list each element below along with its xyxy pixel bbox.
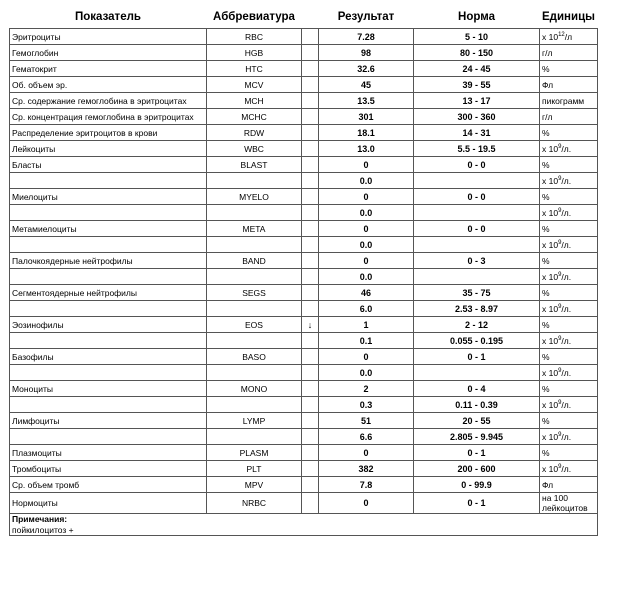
cell-abbr: MPV [207, 477, 302, 493]
cell-flag [302, 221, 319, 237]
unit-suffix: /л. [561, 367, 572, 378]
table-row [10, 61, 598, 77]
cell-abbr [207, 205, 302, 221]
unit-text: x 10 [542, 31, 559, 42]
cell-abbr [207, 269, 302, 285]
cell-name [10, 397, 207, 413]
cell-result: 7.8 [319, 477, 414, 493]
cell-name [10, 173, 207, 189]
cell-flag [302, 29, 319, 45]
cell-name: Распределение эритроцитов в крови [10, 125, 207, 141]
unit-text: x 10 [542, 431, 559, 442]
cell-result: 6.6 [319, 429, 414, 445]
cell-unit [540, 173, 598, 189]
unit-suffix: /л. [561, 239, 572, 250]
cell-flag [302, 333, 319, 349]
cell-result: 13.5 [319, 93, 414, 109]
header-norm: Норма [458, 10, 495, 23]
unit-text: x 10 [542, 399, 559, 410]
cell-name: Гемоглобин [10, 45, 207, 61]
cell-name: Палочкоядерные нейтрофилы [10, 253, 207, 269]
cell-unit [540, 477, 598, 493]
cell-norm [414, 237, 540, 253]
cell-norm: 24 - 45 [414, 61, 540, 77]
cell-name [10, 269, 207, 285]
unit-suffix: /л. [561, 143, 572, 154]
cell-abbr [207, 397, 302, 413]
unit-text: % [542, 351, 550, 362]
cell-norm: 0 - 1 [414, 349, 540, 365]
header-flag [302, 6, 319, 29]
cell-abbr [207, 429, 302, 445]
cell-norm: 0 - 0 [414, 221, 540, 237]
cell-result: 1 [319, 317, 414, 333]
cell-norm: 13 - 17 [414, 93, 540, 109]
table-row [10, 365, 598, 381]
unit-exponent: 9 [558, 303, 562, 310]
unit-suffix: /л. [561, 463, 572, 474]
unit-text: г/л [542, 111, 553, 122]
unit-text: x 10 [542, 335, 559, 346]
cell-flag [302, 397, 319, 413]
cell-unit [540, 93, 598, 109]
cell-name: Лейкоциты [10, 141, 207, 157]
cell-abbr: BLAST [207, 157, 302, 173]
cell-name: Лимфоциты [10, 413, 207, 429]
unit-text: % [542, 447, 550, 458]
notes-row [10, 514, 598, 536]
cell-flag [302, 125, 319, 141]
cell-name [10, 429, 207, 445]
cell-result: 6.0 [319, 301, 414, 317]
cell-abbr: RBC [207, 29, 302, 45]
cell-norm: 39 - 55 [414, 77, 540, 93]
cell-unit [540, 333, 598, 349]
cell-flag [302, 445, 319, 461]
cell-flag [302, 269, 319, 285]
cell-unit [540, 349, 598, 365]
cell-norm: 5.5 - 19.5 [414, 141, 540, 157]
cell-flag [302, 285, 319, 301]
cell-result: 301 [319, 109, 414, 125]
cell-abbr: HTC [207, 61, 302, 77]
cell-name: Метамиелоциты [10, 221, 207, 237]
table-row [10, 493, 598, 514]
unit-suffix: /л. [561, 335, 572, 346]
unit-text: Фл [542, 479, 554, 490]
cell-flag [302, 477, 319, 493]
cell-norm: 5 - 10 [414, 29, 540, 45]
unit-exponent: 12 [558, 31, 565, 38]
unit-text: пикограмм [542, 95, 585, 106]
cell-norm: 2.805 - 9.945 [414, 429, 540, 445]
cell-name [10, 333, 207, 349]
cell-abbr: MCH [207, 93, 302, 109]
cell-norm [414, 205, 540, 221]
cell-flag [302, 349, 319, 365]
unit-text: x 10 [542, 303, 559, 314]
table-row [10, 349, 598, 365]
cell-unit [540, 301, 598, 317]
cell-name: Ср. концентрация гемоглобина в эритроцитах [10, 109, 207, 125]
cell-result: 382 [319, 461, 414, 477]
unit-text: x 10 [542, 271, 559, 282]
unit-text: % [542, 319, 550, 330]
cell-unit [540, 189, 598, 205]
cell-name [10, 365, 207, 381]
cell-name: Моноциты [10, 381, 207, 397]
cell-unit [540, 125, 598, 141]
table-row [10, 317, 598, 333]
blood-test-table [9, 6, 598, 536]
cell-result: 13.0 [319, 141, 414, 157]
cell-flag [302, 365, 319, 381]
cell-name: Эритроциты [10, 29, 207, 45]
cell-norm: 0 - 99.9 [414, 477, 540, 493]
table-row [10, 173, 598, 189]
header-result: Результат [337, 10, 395, 23]
unit-text: x 10 [542, 239, 559, 250]
cell-result: 45 [319, 77, 414, 93]
cell-flag [302, 461, 319, 477]
cell-result: 0 [319, 493, 414, 514]
unit-suffix: /л. [561, 303, 572, 314]
cell-result: 18.1 [319, 125, 414, 141]
table-row [10, 269, 598, 285]
cell-flag: ↓ [302, 317, 319, 333]
cell-unit [540, 205, 598, 221]
cell-unit [540, 45, 598, 61]
table-row [10, 445, 598, 461]
cell-unit [540, 221, 598, 237]
table-row [10, 477, 598, 493]
cell-unit [540, 445, 598, 461]
cell-norm: 80 - 150 [414, 45, 540, 61]
cell-name [10, 237, 207, 253]
cell-norm: 0 - 0 [414, 157, 540, 173]
cell-unit [540, 29, 598, 45]
cell-norm: 35 - 75 [414, 285, 540, 301]
unit-suffix: /л [564, 31, 573, 42]
cell-abbr: BAND [207, 253, 302, 269]
cell-abbr: META [207, 221, 302, 237]
cell-flag [302, 77, 319, 93]
cell-unit [540, 413, 598, 429]
table-row [10, 77, 598, 93]
table-row [10, 413, 598, 429]
cell-norm [414, 269, 540, 285]
cell-flag [302, 301, 319, 317]
cell-name [10, 205, 207, 221]
unit-text: г/л [542, 47, 553, 58]
cell-norm [414, 365, 540, 381]
cell-abbr: WBC [207, 141, 302, 157]
cell-result: 0 [319, 253, 414, 269]
cell-norm: 0 - 4 [414, 381, 540, 397]
cell-unit [540, 493, 598, 514]
cell-abbr: PLASM [207, 445, 302, 461]
unit-text: % [542, 63, 550, 74]
cell-flag [302, 189, 319, 205]
cell-unit [540, 109, 598, 125]
unit-text: % [542, 159, 550, 170]
cell-abbr: BASO [207, 349, 302, 365]
cell-unit [540, 429, 598, 445]
cell-flag [302, 205, 319, 221]
table-row [10, 157, 598, 173]
cell-name: Гематокрит [10, 61, 207, 77]
cell-abbr [207, 333, 302, 349]
cell-result: 2 [319, 381, 414, 397]
cell-flag [302, 109, 319, 125]
unit-text: % [542, 255, 550, 266]
table-row [10, 141, 598, 157]
table-row [10, 45, 598, 61]
unit-exponent: 9 [558, 207, 562, 214]
cell-name: Тромбоциты [10, 461, 207, 477]
unit-exponent: 9 [558, 175, 562, 182]
unit-exponent: 9 [558, 335, 562, 342]
cell-flag [302, 157, 319, 173]
unit-text: на 100 лейкоцитов [542, 493, 588, 513]
unit-text: % [542, 383, 550, 394]
cell-name: Бласты [10, 157, 207, 173]
cell-unit [540, 365, 598, 381]
notes-text: пойкилоцитоз + [12, 525, 74, 535]
cell-flag [302, 45, 319, 61]
unit-exponent: 9 [558, 143, 562, 150]
cell-flag [302, 413, 319, 429]
table-row [10, 397, 598, 413]
unit-suffix: /л. [561, 399, 572, 410]
unit-text: % [542, 223, 550, 234]
cell-name: Об. объем эр. [10, 77, 207, 93]
cell-name: Плазмоциты [10, 445, 207, 461]
cell-name [10, 301, 207, 317]
cell-norm: 0.055 - 0.195 [414, 333, 540, 349]
cell-result: 0.0 [319, 173, 414, 189]
cell-unit [540, 253, 598, 269]
unit-suffix: /л. [561, 175, 572, 186]
cell-flag [302, 253, 319, 269]
cell-abbr [207, 173, 302, 189]
cell-norm: 20 - 55 [414, 413, 540, 429]
unit-text: x 10 [542, 143, 559, 154]
notes-title: Примечания: [12, 514, 68, 524]
cell-unit [540, 141, 598, 157]
unit-suffix: /л. [561, 431, 572, 442]
cell-result: 0 [319, 221, 414, 237]
unit-exponent: 9 [558, 367, 562, 374]
cell-result: 0.3 [319, 397, 414, 413]
cell-unit [540, 461, 598, 477]
unit-text: x 10 [542, 175, 559, 186]
cell-abbr: MYELO [207, 189, 302, 205]
cell-result: 0 [319, 189, 414, 205]
cell-unit [540, 157, 598, 173]
cell-result: 0 [319, 349, 414, 365]
cell-abbr [207, 301, 302, 317]
cell-name: Базофилы [10, 349, 207, 365]
cell-name: Нормоциты [10, 493, 207, 514]
unit-exponent: 9 [558, 239, 562, 246]
table-row [10, 109, 598, 125]
cell-flag [302, 493, 319, 514]
table-row [10, 285, 598, 301]
cell-unit [540, 285, 598, 301]
cell-abbr: LYMP [207, 413, 302, 429]
cell-flag [302, 237, 319, 253]
table-row [10, 205, 598, 221]
cell-result: 0.0 [319, 365, 414, 381]
unit-suffix: /л. [561, 271, 572, 282]
cell-norm: 0 - 1 [414, 445, 540, 461]
cell-name: Миелоциты [10, 189, 207, 205]
table-row [10, 429, 598, 445]
cell-unit [540, 397, 598, 413]
cell-abbr [207, 237, 302, 253]
cell-abbr: NRBC [207, 493, 302, 514]
cell-unit [540, 381, 598, 397]
cell-flag [302, 141, 319, 157]
cell-result: 0.0 [319, 205, 414, 221]
cell-result: 98 [319, 45, 414, 61]
cell-abbr [207, 365, 302, 381]
cell-result: 32.6 [319, 61, 414, 77]
cell-result: 0.0 [319, 237, 414, 253]
cell-abbr: MCHC [207, 109, 302, 125]
unit-text: x 10 [542, 367, 559, 378]
unit-text: x 10 [542, 463, 559, 474]
cell-unit [540, 237, 598, 253]
table-row [10, 189, 598, 205]
cell-result: 7.28 [319, 29, 414, 45]
unit-text: x 10 [542, 207, 559, 218]
unit-exponent: 9 [558, 463, 562, 470]
unit-text: % [542, 127, 550, 138]
cell-abbr: EOS [207, 317, 302, 333]
table-row [10, 221, 598, 237]
cell-abbr: MONO [207, 381, 302, 397]
unit-exponent: 9 [558, 431, 562, 438]
cell-abbr: PLT [207, 461, 302, 477]
cell-flag [302, 429, 319, 445]
cell-norm: 0 - 3 [414, 253, 540, 269]
table-row [10, 301, 598, 317]
header-unit: Единицы [542, 10, 595, 23]
notes-cell [10, 514, 598, 536]
header-abbr: Аббревиатура [213, 10, 295, 23]
cell-abbr: MCV [207, 77, 302, 93]
cell-name: Ср. объем тромб [10, 477, 207, 493]
table-row [10, 29, 598, 45]
table-row [10, 461, 598, 477]
unit-exponent: 9 [558, 399, 562, 406]
cell-flag [302, 173, 319, 189]
table-row [10, 93, 598, 109]
cell-norm: 0.11 - 0.39 [414, 397, 540, 413]
header-name: Показатель [75, 10, 141, 23]
cell-name: Ср. содержание гемоглобина в эритроцитах [10, 93, 207, 109]
cell-norm: 2.53 - 8.97 [414, 301, 540, 317]
table-body [10, 29, 598, 514]
cell-result: 0.0 [319, 269, 414, 285]
table-row [10, 253, 598, 269]
cell-unit [540, 269, 598, 285]
unit-suffix: /л. [561, 207, 572, 218]
unit-exponent: 9 [558, 271, 562, 278]
cell-norm: 14 - 31 [414, 125, 540, 141]
unit-text: % [542, 191, 550, 202]
cell-abbr: RDW [207, 125, 302, 141]
cell-abbr: SEGS [207, 285, 302, 301]
cell-result: 0 [319, 157, 414, 173]
table-row [10, 381, 598, 397]
cell-norm: 300 - 360 [414, 109, 540, 125]
cell-result: 46 [319, 285, 414, 301]
cell-unit [540, 317, 598, 333]
cell-abbr: HGB [207, 45, 302, 61]
cell-norm: 0 - 0 [414, 189, 540, 205]
unit-text: % [542, 287, 550, 298]
cell-norm: 200 - 600 [414, 461, 540, 477]
cell-norm: 2 - 12 [414, 317, 540, 333]
cell-unit [540, 61, 598, 77]
cell-flag [302, 61, 319, 77]
cell-unit [540, 77, 598, 93]
table-row [10, 237, 598, 253]
table-row [10, 333, 598, 349]
cell-flag [302, 381, 319, 397]
cell-result: 0.1 [319, 333, 414, 349]
cell-norm: 0 - 1 [414, 493, 540, 514]
cell-name: Сегментоядерные нейтрофилы [10, 285, 207, 301]
cell-norm [414, 173, 540, 189]
cell-name: Эозинофилы [10, 317, 207, 333]
table-header-row [10, 6, 598, 29]
unit-text: % [542, 415, 550, 426]
table-row [10, 125, 598, 141]
cell-flag [302, 93, 319, 109]
cell-result: 51 [319, 413, 414, 429]
cell-result: 0 [319, 445, 414, 461]
unit-text: Фл [542, 79, 554, 90]
